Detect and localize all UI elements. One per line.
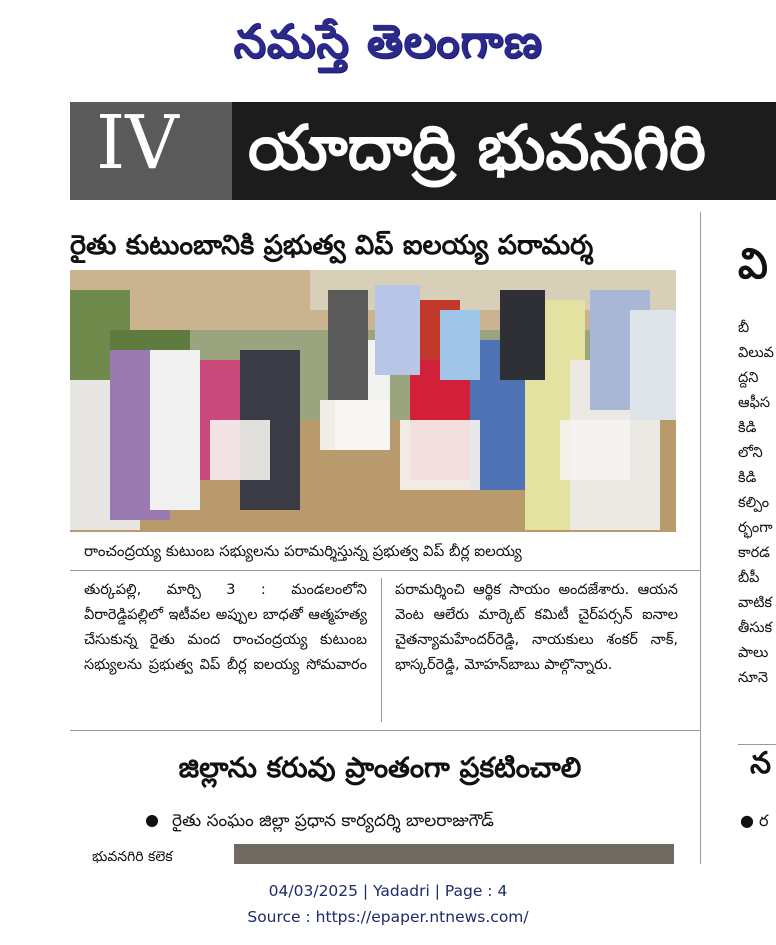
article-headline: రైతు కుటుంబానికి ప్రభుత్వ విప్ ఐలయ్య పరామర్శ xyxy=(70,230,594,261)
right-column-line: కిడి xyxy=(738,420,757,436)
divider xyxy=(70,570,700,571)
article-body: తుర్కపల్లి, మార్చి 3 : మండలంలోని వీరారెడ్డిపల్లిలో ఇటీవల అప్పుల బాధతో ఆత్మహత్య చేసుకున్న రైతు మంద రాంచంద్రయ్య కుటుంబ సభ్యులను ప్రభుత్వ విప్ బీర్ల ఐలయ్య సోమవారం పరామర్శించి ఆర్థిక సాయం అందజేశారు. ఆయన వెంట ఆలేరు మార్కెట్ కమిటీ చైర్‌పర్సన్ ఐనాల చైతన్యామహేందర్‌రెడ్డి, నాయకులు శంకర్ నాక్, భాస్కర్‌రెడ్డి, మోహన్‌బాబు పాల్గొన్నారు. xyxy=(84,582,678,673)
right-column-line: తీసుక xyxy=(738,620,773,636)
bullet-icon xyxy=(146,815,158,827)
right-column-bullet: ● ర xyxy=(740,811,769,830)
photo-illustration xyxy=(70,270,676,532)
masthead xyxy=(0,0,776,84)
photo-caption: రాంచంద్రయ్య కుటుంబ సభ్యులను పరామర్శిస్తున్న ప్రభుత్వ విప్ బీర్ల ఐలయ్య xyxy=(84,542,522,560)
right-column-line: నూనె xyxy=(738,670,769,686)
right-column-line: వాటిక xyxy=(738,595,772,611)
footer-date-page: 04/03/2025 | Yadadri | Page : 4 xyxy=(268,882,508,900)
second-article-body: భువనగిరి కలెక xyxy=(92,849,173,865)
subheading-text: రైతు సంఘం జిల్లా ప్రధాన కార్యదర్శి బాలరాజుగౌడ్ xyxy=(172,811,494,831)
right-column-headline-2: న xyxy=(750,746,772,781)
right-column-line: బీ xyxy=(738,320,750,336)
divider xyxy=(738,744,776,745)
right-column-headline: వి xyxy=(738,239,768,288)
second-article-subheading xyxy=(146,804,676,838)
footer-source-link[interactable]: Source : https://epaper.ntnews.com/ xyxy=(247,908,529,926)
second-article-photo xyxy=(234,844,674,864)
section-title: యాదాద్రి భువనగిరి xyxy=(248,111,706,184)
second-article-headline: జిల్లాను కరువు ప్రాంతంగా ప్రకటించాలి xyxy=(178,751,582,784)
right-column-line: లోని xyxy=(738,445,763,461)
article-photo xyxy=(70,270,676,532)
footer xyxy=(0,878,776,934)
right-column-line: కారడ xyxy=(738,545,770,561)
newspaper-logo: నమస్తే తెలంగాణ xyxy=(233,14,543,68)
page-number-roman: IV xyxy=(70,102,232,200)
right-column-line: కల్పిం xyxy=(738,495,770,511)
section-banner xyxy=(70,102,776,200)
column-divider xyxy=(700,212,701,864)
right-column-body xyxy=(738,316,776,691)
right-column-line: కిడి xyxy=(738,470,757,486)
right-column-line: పాలు xyxy=(738,645,769,661)
right-column-article xyxy=(738,224,776,864)
right-column-line: విలువ xyxy=(738,345,774,361)
right-column-line: ర్భంగా xyxy=(738,520,773,536)
right-column-line: ఆఫీస xyxy=(738,395,771,411)
divider xyxy=(70,730,700,731)
right-column-line: ద్దని xyxy=(738,370,759,386)
right-column-line: బీపీ xyxy=(738,570,760,586)
